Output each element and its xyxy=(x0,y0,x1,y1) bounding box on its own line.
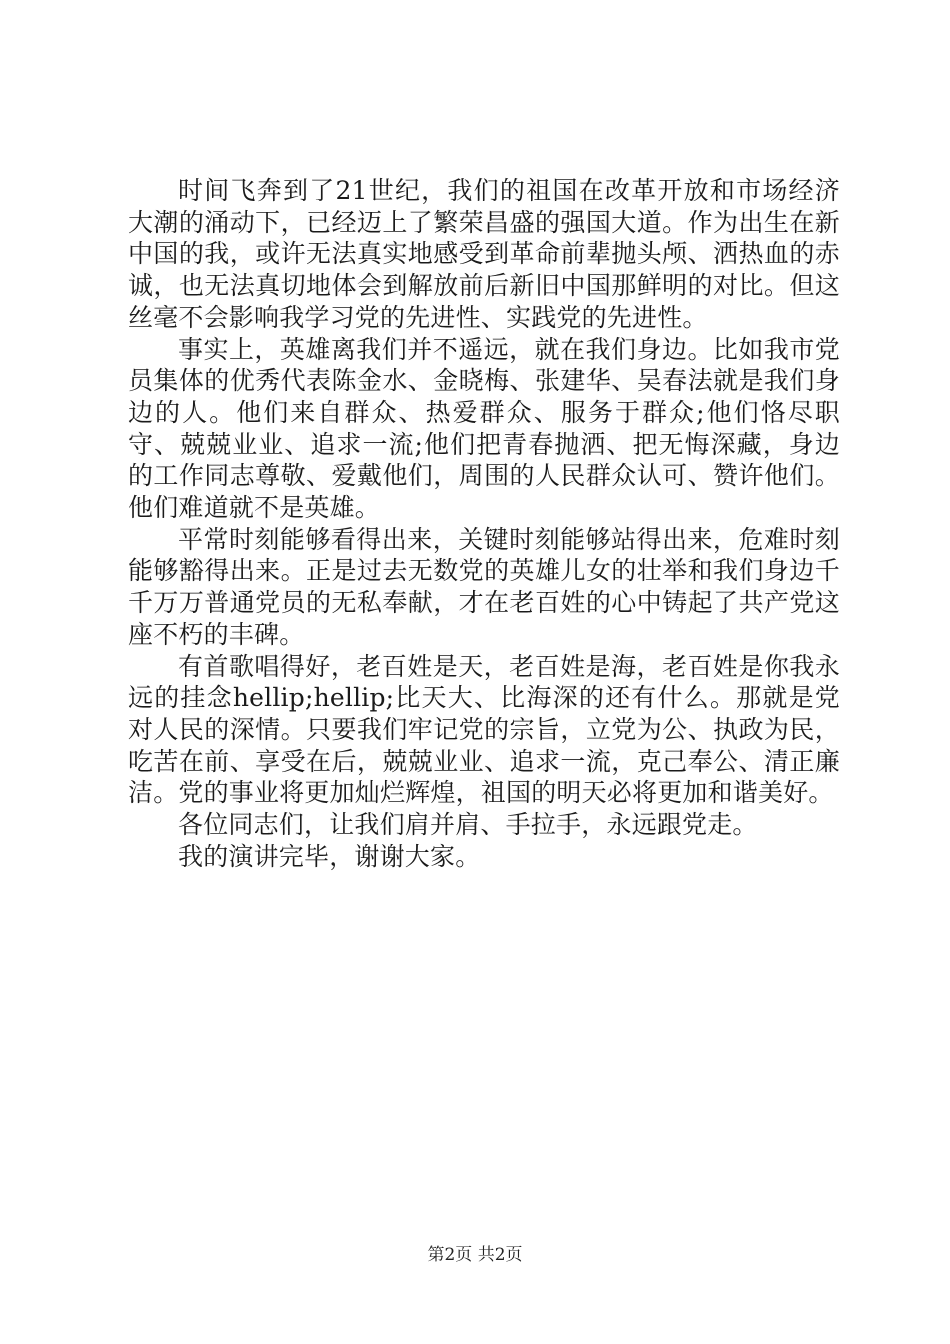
paragraph-1: 时间飞奔到了21世纪，我们的祖国在改革开放和市场经济大潮的涌动下，已经迈上了繁荣昌盛的强国大道。作为出生在新中国的我，或许无法真实地感受到革命前辈抛头颅、洒热血的赤诚，也无法真切地体会到解放前后新旧中国那鲜明的对比。但这丝毫不会影响我学习党的先进性、实践党的先进性。 xyxy=(128,176,840,332)
paragraph-6: 我的演讲完毕，谢谢大家。 xyxy=(178,841,481,871)
paragraph-5: 各位同志们，让我们肩并肩、手拉手，永远跟党走。 xyxy=(178,810,758,840)
paragraph-3: 平常时刻能够看得出来，关键时刻能够站得出来，危难时刻能够豁得出来。正是过去无数党的英雄儿女的壮举和我们身边千千万万普通党员的无私奉献，才在老百姓的心中铸起了共产党这座不朽的丰碑。 xyxy=(128,524,840,649)
page-number-footer: 第2页 共2页 xyxy=(427,1245,523,1265)
speech-body xyxy=(128,175,840,872)
paragraph-4: 有首歌唱得好，老百姓是天，老百姓是海，老百姓是你我永远的挂念hellip;hellip;比天大、比海深的还有什么。那就是党对人民的深情。只要我们牢记党的宗旨，立党为公、执政为民，吃苦在前、享受在后，兢兢业业、追求一流，克己奉公、清正廉洁。党的事业将更加灿烂辉煌，祖国的明天必将更加和谐美好。 xyxy=(128,651,840,808)
paragraph-2: 事实上，英雄离我们并不遥远，就在我们身边。比如我市党员集体的优秀代表陈金水、金晓梅、张建华、吴春法就是我们身边的人。他们来自群众、热爱群众、服务于群众;他们恪尽职守、兢兢业业、追求一流;他们把青春抛洒、把无悔深藏，身边的工作同志尊敬、爱戴他们，周围的人民群众认可、赞许他们。他们难道就不是英雄。 xyxy=(128,334,840,523)
